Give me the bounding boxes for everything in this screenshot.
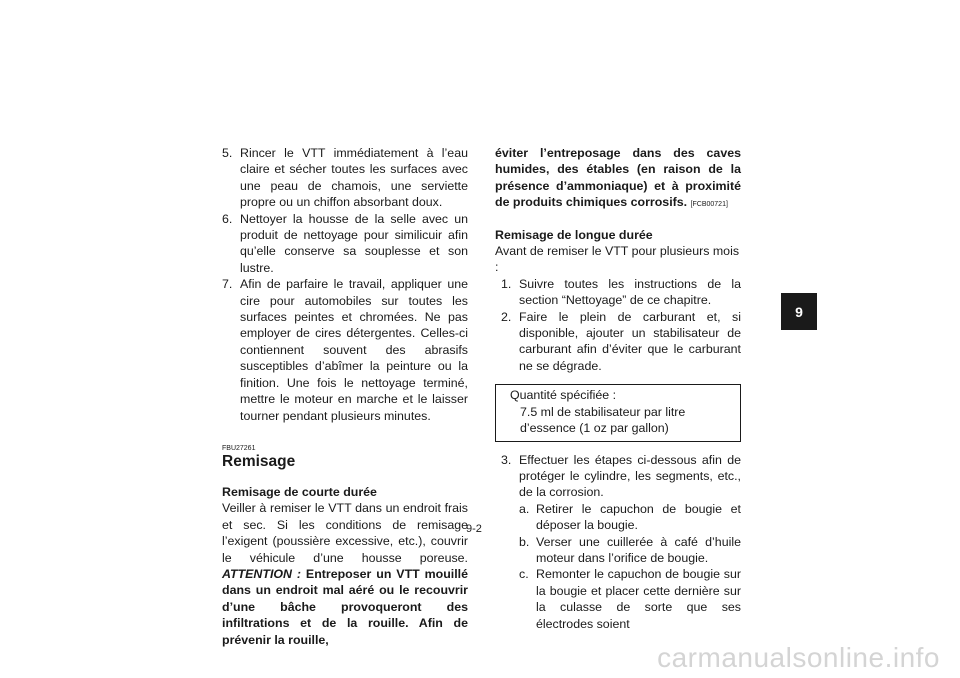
sub-item-b: [519, 534, 741, 567]
list-number: 7.: [222, 277, 233, 292]
attention-continued: [495, 145, 741, 214]
list-number: 2.: [501, 309, 512, 324]
list-item-5: [222, 145, 468, 211]
list-item-1: [501, 276, 741, 309]
list-number: 1.: [501, 276, 512, 291]
list-text: Faire le plein de carburant et, si disponible, ajouter un stabilisateur de carburant afin d’éviter que le carburant ne se dégrade.: [519, 309, 741, 373]
sub-item-a: [519, 501, 741, 534]
short-storage-heading: Remisage de courte durée: [222, 484, 377, 499]
specified-quantity-box: [495, 384, 741, 441]
right-column: [495, 145, 741, 632]
sub-letter: b.: [519, 534, 530, 549]
list-text: Rincer le VTT immédiatement à l’eau claire et sécher toutes les surfaces avec une peau de chamois, une serviette propre ou un chiffon absorbant doux.: [240, 146, 468, 210]
chapter-tab: 9: [781, 293, 817, 330]
sub-text: Remonter le capuchon de bougie sur la bougie et placer cette dernière sur la culasse de sorte que ses électrodes soient: [536, 567, 741, 631]
list-text: Afin de parfaire le travail, appliquer une cire pour automobiles sur toutes les surfaces peintes et chromées. Ne pas employer de cires détergentes. Celles-ci contiennent souvent des abrasifs susceptibles d’abîmer la peinture ou la finition. Une fois le nettoyage terminé, mettre le moteur en marche et le laisser tourner pendant plusieurs minutes.: [240, 277, 468, 423]
long-storage-heading: Remisage de longue durée: [495, 227, 653, 242]
short-storage-paragraph: [222, 500, 468, 648]
short-storage-text: Veiller à remiser le VTT dans un endroit frais et sec. Si les conditions de remisage l’exigent (poussière excessive, etc.), couvrir le véhicule d’une housse poreuse.: [222, 501, 468, 565]
list-number: 3.: [501, 452, 512, 467]
sub-text: Retirer le capuchon de bougie et déposer la bougie.: [536, 501, 741, 533]
sub-letter: a.: [519, 501, 530, 516]
long-storage-intro: Avant de remiser le VTT pour plusieurs mois :: [495, 244, 740, 275]
attention-code: [FCB00721]: [690, 201, 728, 209]
watermark: carmanualsonline.info: [657, 642, 940, 673]
attention-label: ATTENTION :: [222, 566, 302, 581]
left-column: [222, 145, 468, 648]
list-text: Effectuer les étapes ci-dessous afin de protéger le cylindre, les segments, etc., de la corrosion.: [519, 452, 741, 500]
section-code: FBU27261: [222, 444, 256, 452]
list-text: Nettoyer la housse de la selle avec un produit de nettoyage pour similicuir afin qu’elle conserve sa souplesse et son lustre.: [240, 211, 468, 275]
list-item-6: [222, 211, 468, 277]
section-title: Remisage: [222, 452, 296, 470]
box-value: 7.5 ml de stabilisateur par litre d’essence (1 oz par gallon): [520, 404, 686, 436]
list-number: 6.: [222, 211, 233, 226]
attention-text: Entreposer un VTT mouillé dans un endroit mal aéré ou le recouvrir d’une bâche provoqueront des infiltrations et de la rouille. Afin de prévenir la rouille,: [222, 566, 468, 647]
list-item-3: [501, 452, 741, 501]
sub-text: Verser une cuillerée à café d’huile moteur dans l’orifice de bougie.: [536, 534, 741, 565]
list-item-2: [501, 309, 741, 375]
sub-item-c: [519, 566, 741, 632]
list-text: Suivre toutes les instructions de la section “Nettoyage” de ce chapitre.: [519, 276, 741, 308]
attention-continued-text: éviter l’entreposage dans des caves humides, des étables (en raison de la présence d’ammoniaque) et à proximité de produits chimiques corrosifs.: [495, 146, 741, 210]
list-number: 5.: [222, 146, 233, 160]
box-label: Quantité spécifiée :: [510, 388, 617, 403]
sub-letter: c.: [519, 567, 529, 582]
page-number: 9-2: [466, 523, 482, 535]
list-item-7: [222, 276, 468, 424]
